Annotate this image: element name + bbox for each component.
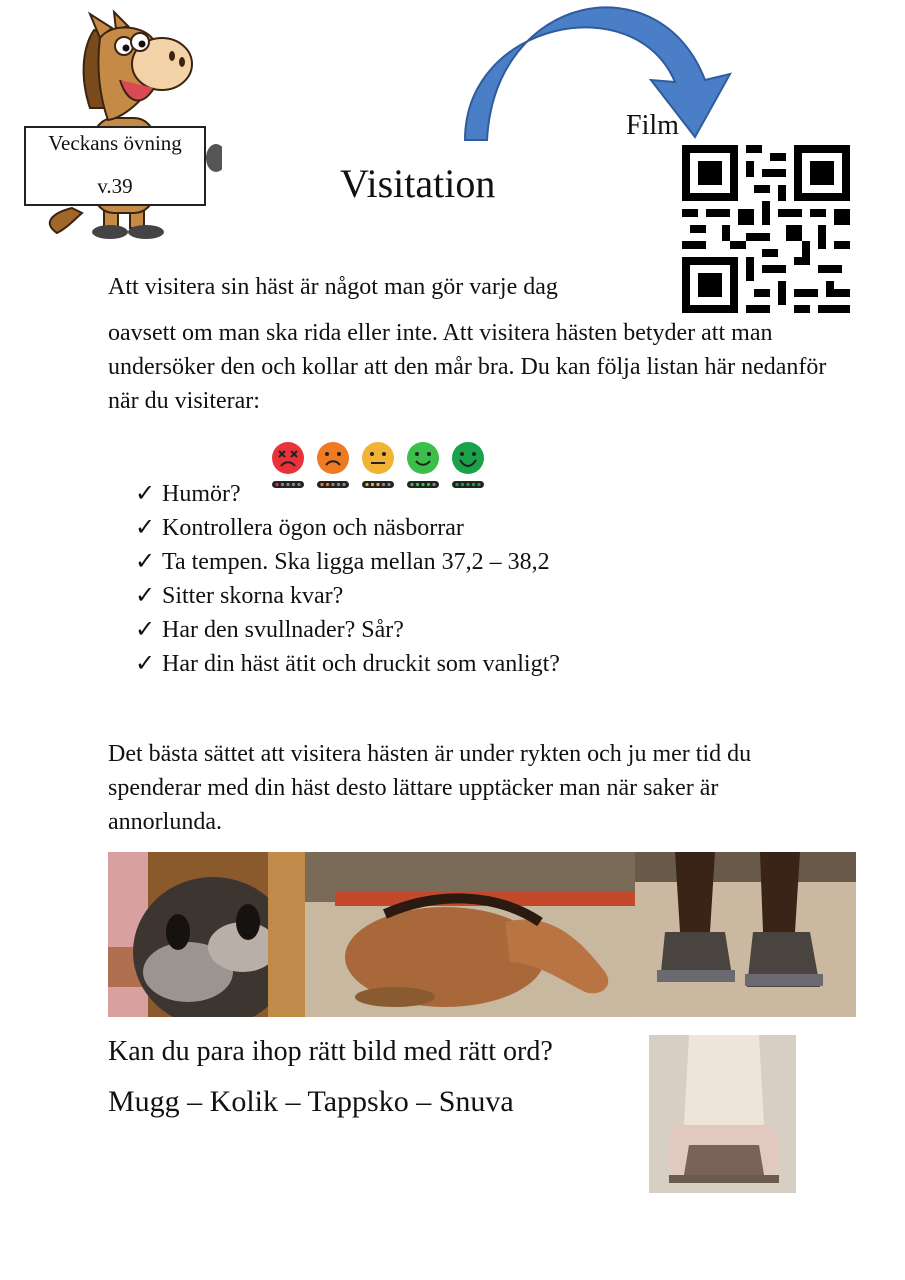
checklist-item-shoes: Sitter skorna kvar? bbox=[162, 583, 344, 609]
check-icon: ✓ bbox=[135, 481, 156, 507]
checklist-item-temperature: Ta tempen. Ska ligga mellan 37,2 – 38,2 bbox=[162, 549, 550, 575]
list-item bbox=[135, 579, 560, 613]
check-icon: ✓ bbox=[135, 617, 156, 643]
list-item bbox=[135, 545, 560, 579]
list-item bbox=[135, 613, 560, 647]
check-icon: ✓ bbox=[135, 583, 156, 609]
film-label: Film bbox=[626, 110, 679, 141]
list-item bbox=[135, 511, 560, 545]
list-item bbox=[135, 647, 560, 681]
list-item bbox=[135, 477, 560, 511]
closing-paragraph: Det bästa sättet att visitera hästen är under rykten och ju mer tid du spenderar med din häst desto lättare upptäcker man när saker är annorlunda. bbox=[108, 741, 752, 835]
horse-hooves-photo bbox=[635, 852, 856, 1017]
horse-nose-photo bbox=[108, 852, 305, 1017]
curved-arrow-icon bbox=[455, 2, 740, 152]
checklist-item-eyes-nostrils: Kontrollera ögon och näsborrar bbox=[162, 515, 464, 541]
check-icon: ✓ bbox=[135, 651, 156, 677]
page-title: Visitation bbox=[340, 161, 496, 206]
badge-title: Veckans övning bbox=[48, 131, 182, 155]
badge-week: v.39 bbox=[97, 174, 133, 198]
horse-lying-down-photo bbox=[305, 852, 635, 1017]
checklist-item-mood: Humör? bbox=[162, 481, 241, 507]
exercise-word-list: Mugg – Kolik – Tappsko – Snuva bbox=[108, 1085, 514, 1118]
intro-paragraph: oavsett om man ska rida eller inte. Att visitera hästen betyder att man undersöker den och kollar att den mår bra. Du kan följa listan här nedanför när du visiterar: bbox=[108, 320, 827, 414]
visitation-checklist bbox=[135, 477, 560, 681]
weekly-exercise-badge bbox=[24, 126, 206, 206]
checklist-item-eating-drinking: Har din häst ätit och druckit som vanligt? bbox=[162, 651, 560, 677]
checklist-item-swelling: Har den svullnader? Sår? bbox=[162, 617, 404, 643]
exercise-question: Kan du para ihop rätt bild med rätt ord? bbox=[108, 1036, 553, 1067]
qr-code-icon[interactable] bbox=[682, 145, 850, 313]
intro-first-line: Att visitera sin häst är något man gör varje dag bbox=[108, 274, 558, 300]
check-icon: ✓ bbox=[135, 549, 156, 575]
horse-hoof-photo bbox=[649, 1035, 796, 1193]
check-icon: ✓ bbox=[135, 515, 156, 541]
